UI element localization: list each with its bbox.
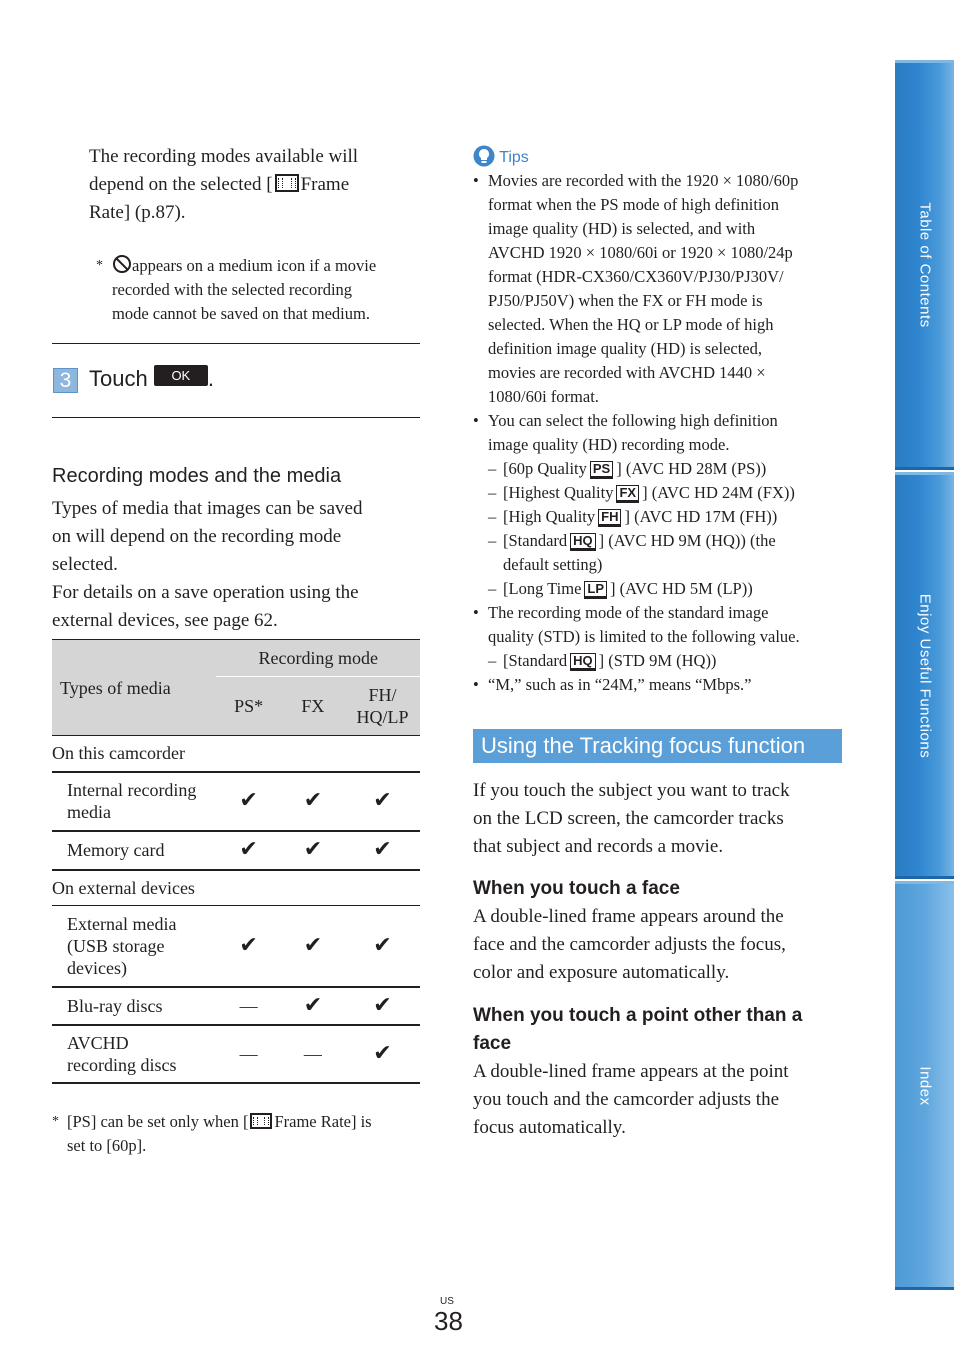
check-icon: ✔ [239, 837, 258, 862]
check-icon: ✔ [303, 932, 323, 958]
hq-badge-icon: HQ [570, 533, 596, 551]
col-ps: PS* [234, 696, 264, 716]
dash-cell: — [303, 1043, 322, 1064]
dash-cell: — [239, 995, 258, 1016]
fh-badge-icon: FH [598, 509, 621, 527]
check-icon: ✔ [303, 788, 323, 813]
tab-label: Table of Contents [916, 202, 933, 328]
ps-badge-icon: PS [590, 461, 613, 479]
mode-item-fh: – [High Quality FH ] (AVC HD 17M (FH)) [488, 507, 778, 526]
intro-text: The recording modes available will depend on the selected [ Frame Rate] (p.87). [89, 146, 359, 223]
table-row: External media (USB storage devices) ✔ ✔ ✔ [52, 906, 420, 987]
note: * appears on a medium icon if a movie recorded with the selected recording mode cannot be saved on that medium. [96, 256, 377, 323]
fx-badge-icon: FX [616, 485, 639, 503]
table-row: AVCHD recording discs — — ✔ [52, 1025, 420, 1083]
tips-list [473, 169, 853, 697]
mode-item-std: – [Standard HQ ] (STD 9M (HQ)) [488, 651, 717, 670]
mode-item-ps: – [60p Quality PS ] (AVC HD 28M (PS)) [488, 459, 767, 478]
list-item: • The recording mode of the standard image quality (STD) is limited to the following value. – [Standard HQ ] (STD 9M (HQ)) [473, 601, 853, 673]
check-icon: ✔ [373, 788, 392, 813]
point-heading: When you touch a point other than a face [473, 1005, 803, 1054]
check-icon: ✔ [239, 932, 258, 958]
footnote: * [PS] can be set only when [ Frame Rate] is set to [60p]. [52, 1112, 372, 1155]
tab-table-of-contents[interactable] [895, 60, 954, 470]
ok-button[interactable]: OK [154, 365, 208, 386]
prohibited-icon [112, 254, 132, 274]
tab-label: Index [916, 1065, 933, 1106]
check-icon: ✔ [373, 932, 392, 958]
step-number: 3 [53, 368, 78, 393]
types-header: Types of media [60, 677, 171, 698]
check-icon: ✔ [239, 788, 258, 813]
check-icon: ✔ [303, 992, 323, 1018]
tips-header: Tips [473, 145, 529, 169]
check-icon: ✔ [373, 837, 392, 862]
tab-label: Enjoy Useful Functions [916, 593, 933, 758]
mode-header: Recording mode [216, 640, 420, 677]
frame-rate-icon [250, 1113, 272, 1129]
media-paragraph: Types of media that images can be saved on will depend on the recording mode selected. For details on a save operation using the external devices, see page 62. [52, 498, 363, 631]
face-heading: When you touch a face [473, 878, 680, 899]
mode-item-lp: – [Long Time LP ] (AVC HD 5M (LP)) [488, 579, 753, 598]
check-icon: ✔ [373, 992, 392, 1018]
step-text: Touch OK . [89, 366, 214, 391]
section-title: Recording modes and the media [52, 465, 342, 487]
table-header-row [52, 640, 420, 677]
list-item: • “M,” such as in “24M,” means “Mbps.” [473, 673, 853, 697]
dash-cell: — [239, 1043, 258, 1064]
table-row: Blu-ray discs — ✔ ✔ [52, 987, 420, 1025]
group-row: On this camcorder [52, 736, 420, 772]
page-number: 38 [434, 1306, 463, 1336]
check-icon: ✔ [303, 837, 323, 862]
tracking-intro: If you touch the subject you want to track on the LCD screen, the camcorder tracks that subject and records a movie. [473, 780, 790, 857]
divider [52, 343, 420, 344]
check-icon: ✔ [373, 1040, 392, 1066]
tab-enjoy-useful-functions[interactable] [895, 472, 954, 879]
lp-badge-icon: LP [584, 581, 607, 599]
media-table [52, 639, 420, 1084]
mode-item-fx: – [Highest Quality FX ] (AVC HD 24M (FX)) [488, 483, 795, 502]
divider [52, 417, 420, 418]
list-item: • Movies are recorded with the 1920 × 1080/60p format when the PS mode of high definition image quality (HD) is selected, and with AVCHD 1920 × 1080/60i or 1920 × 1080/24p format (HDR-CX360/CX360V/PJ30/PJ30V/ PJ50/PJ50V) when the FX or FH mode is selected. When the HQ or LP mode of high definition image quality (HD) is selected, movies are recorded with AVCHD 1440 × 1080/60i format. [473, 169, 853, 409]
list-item: • You can select the following high definition image quality (HD) recording mode. – [60p Quality PS ] (AVC HD 28M (PS)) – [Highest Quality FX ] (AVC HD 24M (FX)) – [High Quality FH ] (AVC HD 17M (FH)) – [Standard HQ ] (AVC HD 9M (HQ)) (the default setting) – [Long Time LP ] (AVC HD 5M (LP)) [473, 409, 853, 601]
hq-badge-icon: HQ [570, 653, 596, 671]
table-row: Internal recording media ✔ ✔ ✔ [52, 772, 420, 831]
region-code: US [440, 1296, 454, 1307]
col-fx: FX [301, 696, 325, 716]
point-text: A double-lined frame appears at the point you touch and the camcorder adjusts the focus automatically. [473, 1061, 789, 1138]
tips-bulb-icon [473, 145, 495, 167]
section-heading: Using the Tracking focus function [473, 729, 842, 763]
group-row: On external devices [52, 870, 420, 906]
tab-index[interactable] [895, 881, 954, 1290]
frame-rate-icon [275, 174, 299, 192]
table-row: Memory card ✔ ✔ ✔ [52, 831, 420, 870]
face-text: A double-lined frame appears around the face and the camcorder adjusts the focus, color and exposure automatically. [473, 906, 786, 983]
mode-item-hq: – [Standard HQ ] (AVC HD 9M (HQ)) (the default setting) [488, 531, 776, 574]
col-fh: FH/ HQ/LP [356, 685, 409, 727]
